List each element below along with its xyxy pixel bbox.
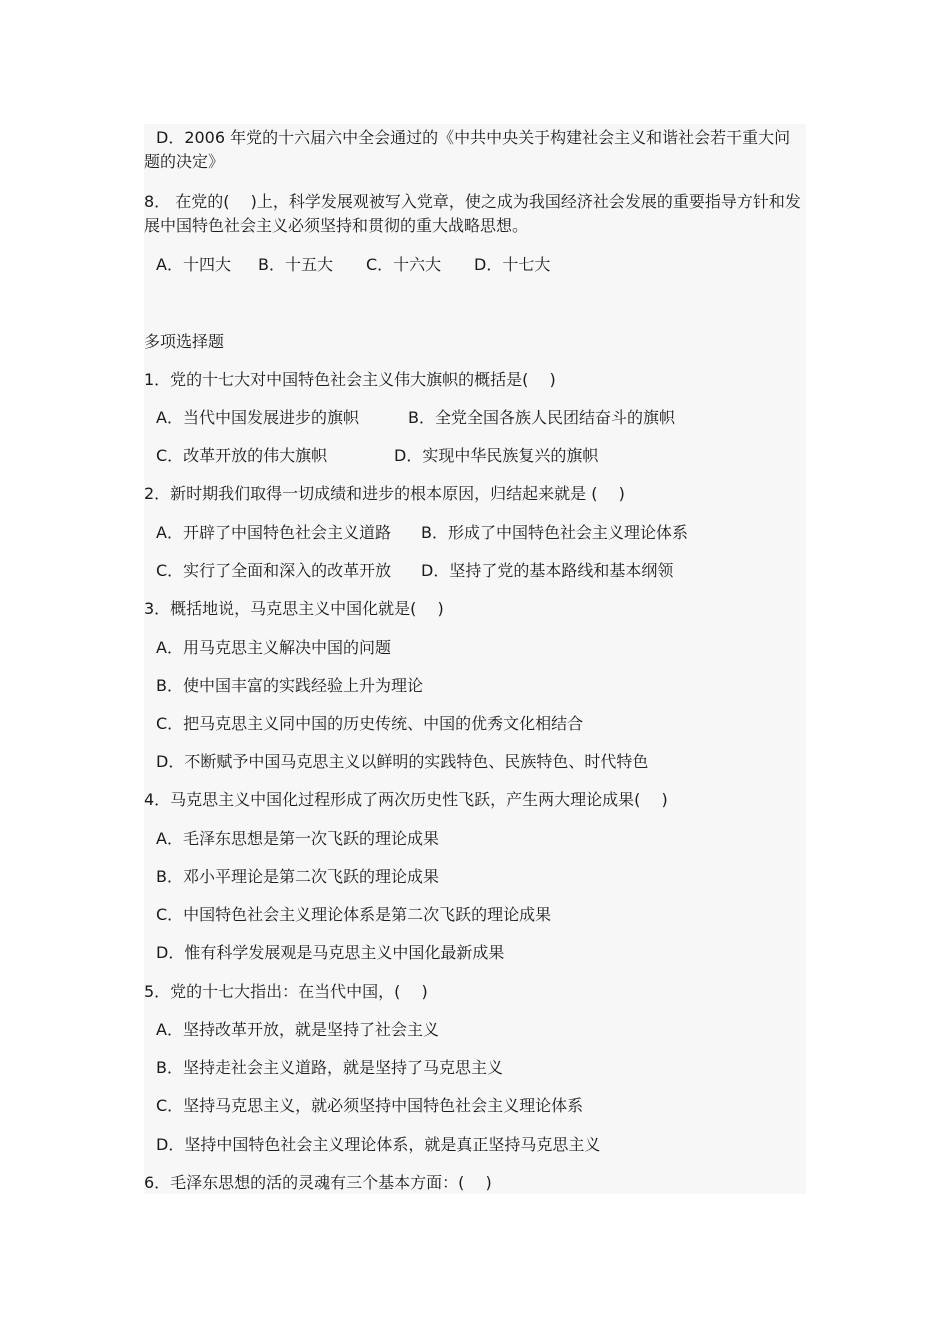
mq6-stem: 6．毛泽东思想的活的灵魂有三个基本方面：( ) (144, 1173, 492, 1192)
mq5-option-d: D．坚持中国特色社会主义理论体系，就是真正坚持马克思主义 (156, 1135, 601, 1154)
mq5-stem: 5．党的十七大指出：在当代中国，( ) (144, 982, 428, 1001)
mq4-stem: 4．马克思主义中国化过程形成了两次历史性飞跃，产生两大理论成果( ) (144, 790, 668, 809)
q8-option-d: D．十七大 (474, 255, 551, 274)
prev-question-option-d: D．2006 年党的十六届六中全会通过的《中共中央关于构建社会主义和谐社会若干重大问题的决定》 (144, 128, 791, 171)
mq1-option-c: C．改革开放的伟大旗帜 (156, 446, 328, 465)
mq3-option-b: B．使中国丰富的实践经验上升为理论 (156, 676, 423, 695)
mq4-option-c: C．中国特色社会主义理论体系是第二次飞跃的理论成果 (156, 905, 552, 924)
mq2-stem: 2．新时期我们取得一切成绩和进步的根本原因，归结起来就是 ( ) (144, 484, 625, 503)
q8-option-b: B．十五大 (258, 255, 333, 274)
q8-option-c: C．十六大 (366, 255, 442, 274)
mq5-option-c: C．坚持马克思主义，就必须坚持中国特色社会主义理论体系 (156, 1096, 584, 1115)
mq1-option-a: A．当代中国发展进步的旗帜 (156, 408, 359, 427)
mq3-option-c: C．把马克思主义同中国的历史传统、中国的优秀文化相结合 (156, 714, 584, 733)
mq5-option-a: A．坚持改革开放，就是坚持了社会主义 (156, 1020, 439, 1039)
q8-stem: 8． 在党的( )上，科学发展观被写入党章，使之成为我国经济社会发展的重要指导方针和发展中国特色社会主义必须坚持和贯彻的重大战略思想。 (144, 192, 801, 235)
q8-option-a: A．十四大 (156, 255, 231, 274)
mq2-option-a: A．开辟了中国特色社会主义道路 (156, 523, 391, 542)
mq2-option-d: D．坚持了党的基本路线和基本纲领 (421, 561, 674, 580)
mq3-option-a: A．用马克思主义解决中国的问题 (156, 638, 391, 657)
mq3-option-d: D．不断赋予中国马克思主义以鲜明的实践特色、民族特色、时代特色 (156, 752, 649, 771)
mq2-option-b: B．形成了中国特色社会主义理论体系 (421, 523, 688, 542)
mq3-stem: 3．概括地说，马克思主义中国化就是( ) (144, 599, 444, 618)
mq5-option-b: B．坚持走社会主义道路，就是坚持了马克思主义 (156, 1058, 503, 1077)
mq1-option-d: D．实现中华民族复兴的旗帜 (394, 446, 599, 465)
section-title: 多项选择题 (144, 332, 225, 351)
mq4-option-b: B．邓小平理论是第二次飞跃的理论成果 (156, 867, 439, 886)
mq1-option-b: B．全党全国各族人民团结奋斗的旗帜 (408, 408, 675, 427)
mq1-stem: 1．党的十七大对中国特色社会主义伟大旗帜的概括是( ) (144, 370, 556, 389)
mq2-option-c: C．实行了全面和深入的改革开放 (156, 561, 392, 580)
mq4-option-a: A．毛泽东思想是第一次飞跃的理论成果 (156, 829, 439, 848)
mq4-option-d: D．惟有科学发展观是马克思主义中国化最新成果 (156, 943, 505, 962)
